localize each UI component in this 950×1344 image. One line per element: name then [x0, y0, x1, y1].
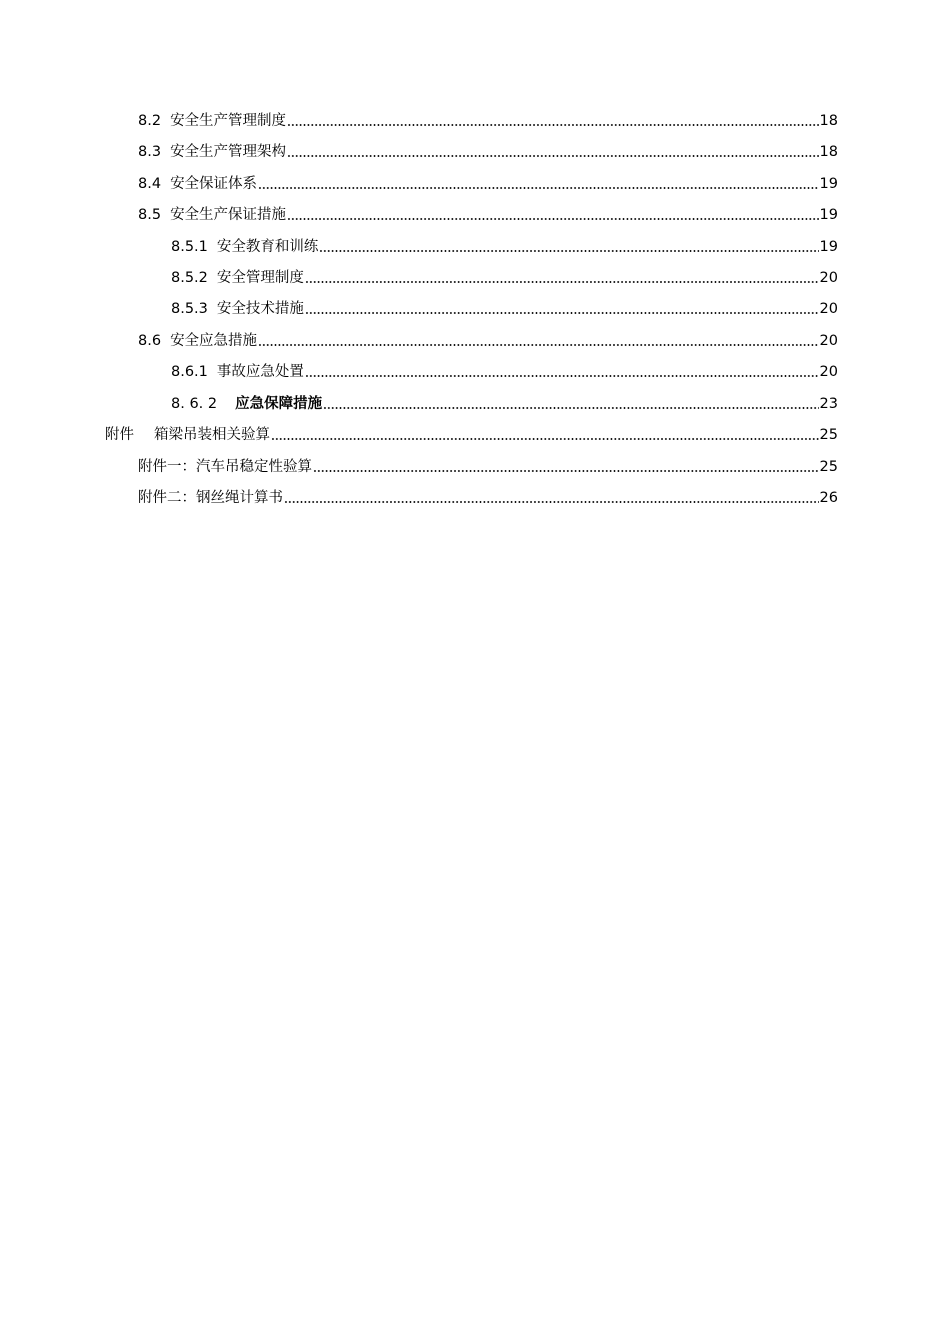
toc-entry-appendix-2[interactable] — [138, 483, 838, 507]
toc-entry-page: 23 — [819, 396, 838, 412]
toc-entry-8-5-3[interactable] — [171, 294, 838, 318]
toc-entry-title: 安全生产保证措施 — [170, 207, 287, 223]
toc-entry-appendix-1[interactable] — [138, 452, 838, 476]
toc-entry-number: 8.2 — [138, 113, 162, 129]
toc-entry-page: 19 — [819, 207, 838, 223]
toc-entry-page: 25 — [819, 427, 838, 443]
toc-entry-page: 18 — [819, 113, 838, 129]
toc-entry-number: 8. 6. 2 — [171, 396, 218, 412]
toc-entry-number: 8.6 — [138, 333, 162, 349]
toc-dot-leader — [287, 217, 818, 221]
toc-entry-title: 附件一：汽车吊稳定性验算 — [138, 459, 312, 475]
toc-entry-title: 安全保证体系 — [170, 176, 258, 192]
toc-entry-page: 20 — [819, 270, 838, 286]
toc-entry-page: 26 — [819, 490, 838, 506]
toc-entry-number: 8.6.1 — [171, 364, 208, 380]
toc-entry-title: 安全教育和训练 — [216, 239, 319, 255]
toc-entry-title: 安全生产管理制度 — [170, 113, 287, 129]
toc-entry-title: 箱梁吊装相关验算 — [154, 427, 270, 443]
toc-dot-leader — [271, 437, 819, 441]
toc-dot-leader — [305, 280, 819, 284]
toc-entry-page: 20 — [819, 333, 838, 349]
toc-entry-title: 安全技术措施 — [216, 301, 304, 317]
toc-dot-leader — [319, 249, 818, 253]
toc-entry-8-6-2[interactable] — [171, 389, 838, 413]
toc-entry-title: 安全管理制度 — [216, 270, 304, 286]
toc-entry-8-2[interactable] — [138, 106, 838, 130]
toc-entry-appendix[interactable] — [105, 420, 838, 444]
toc-entry-title: 应急保障措施 — [235, 396, 323, 412]
toc-entry-page: 25 — [819, 459, 838, 475]
toc-entry-number: 8.5 — [138, 207, 162, 223]
toc-entry-number: 8.3 — [138, 144, 162, 160]
toc-dot-leader — [305, 311, 819, 315]
toc-entry-8-4[interactable] — [138, 169, 838, 193]
toc-dot-leader — [305, 374, 819, 378]
toc-dot-leader — [258, 343, 818, 347]
toc-entry-8-5-2[interactable] — [171, 263, 838, 287]
toc-entry-number: 8.5.3 — [171, 301, 208, 317]
toc-entry-number: 附件 — [105, 427, 134, 443]
toc-entry-8-6[interactable] — [138, 326, 838, 350]
toc-dot-leader — [287, 123, 818, 127]
toc-entry-number: 8.4 — [138, 176, 162, 192]
toc-entry-page: 18 — [819, 144, 838, 160]
toc-entry-8-6-1[interactable] — [171, 357, 838, 381]
toc-entry-number: 8.5.1 — [171, 239, 208, 255]
toc-dot-leader — [323, 406, 818, 410]
toc-entry-page: 20 — [819, 364, 838, 380]
toc-dot-leader — [258, 186, 818, 190]
toc-entry-8-5-1[interactable] — [171, 232, 838, 256]
toc-dot-leader — [287, 154, 818, 158]
toc-entry-number: 8.5.2 — [171, 270, 208, 286]
toc-entry-page: 19 — [819, 239, 838, 255]
toc-entry-title: 安全生产管理架构 — [170, 144, 287, 160]
toc-entry-8-3[interactable] — [138, 137, 838, 161]
toc-entry-title: 事故应急处置 — [216, 364, 304, 380]
toc-entry-title: 安全应急措施 — [170, 333, 258, 349]
toc-entry-page: 19 — [819, 176, 838, 192]
toc-entry-page: 20 — [819, 301, 838, 317]
toc-entry-8-5[interactable] — [138, 200, 838, 224]
toc-dot-leader — [284, 500, 819, 504]
toc-dot-leader — [313, 469, 819, 473]
toc-entry-title: 附件二：钢丝绳计算书 — [138, 490, 283, 506]
